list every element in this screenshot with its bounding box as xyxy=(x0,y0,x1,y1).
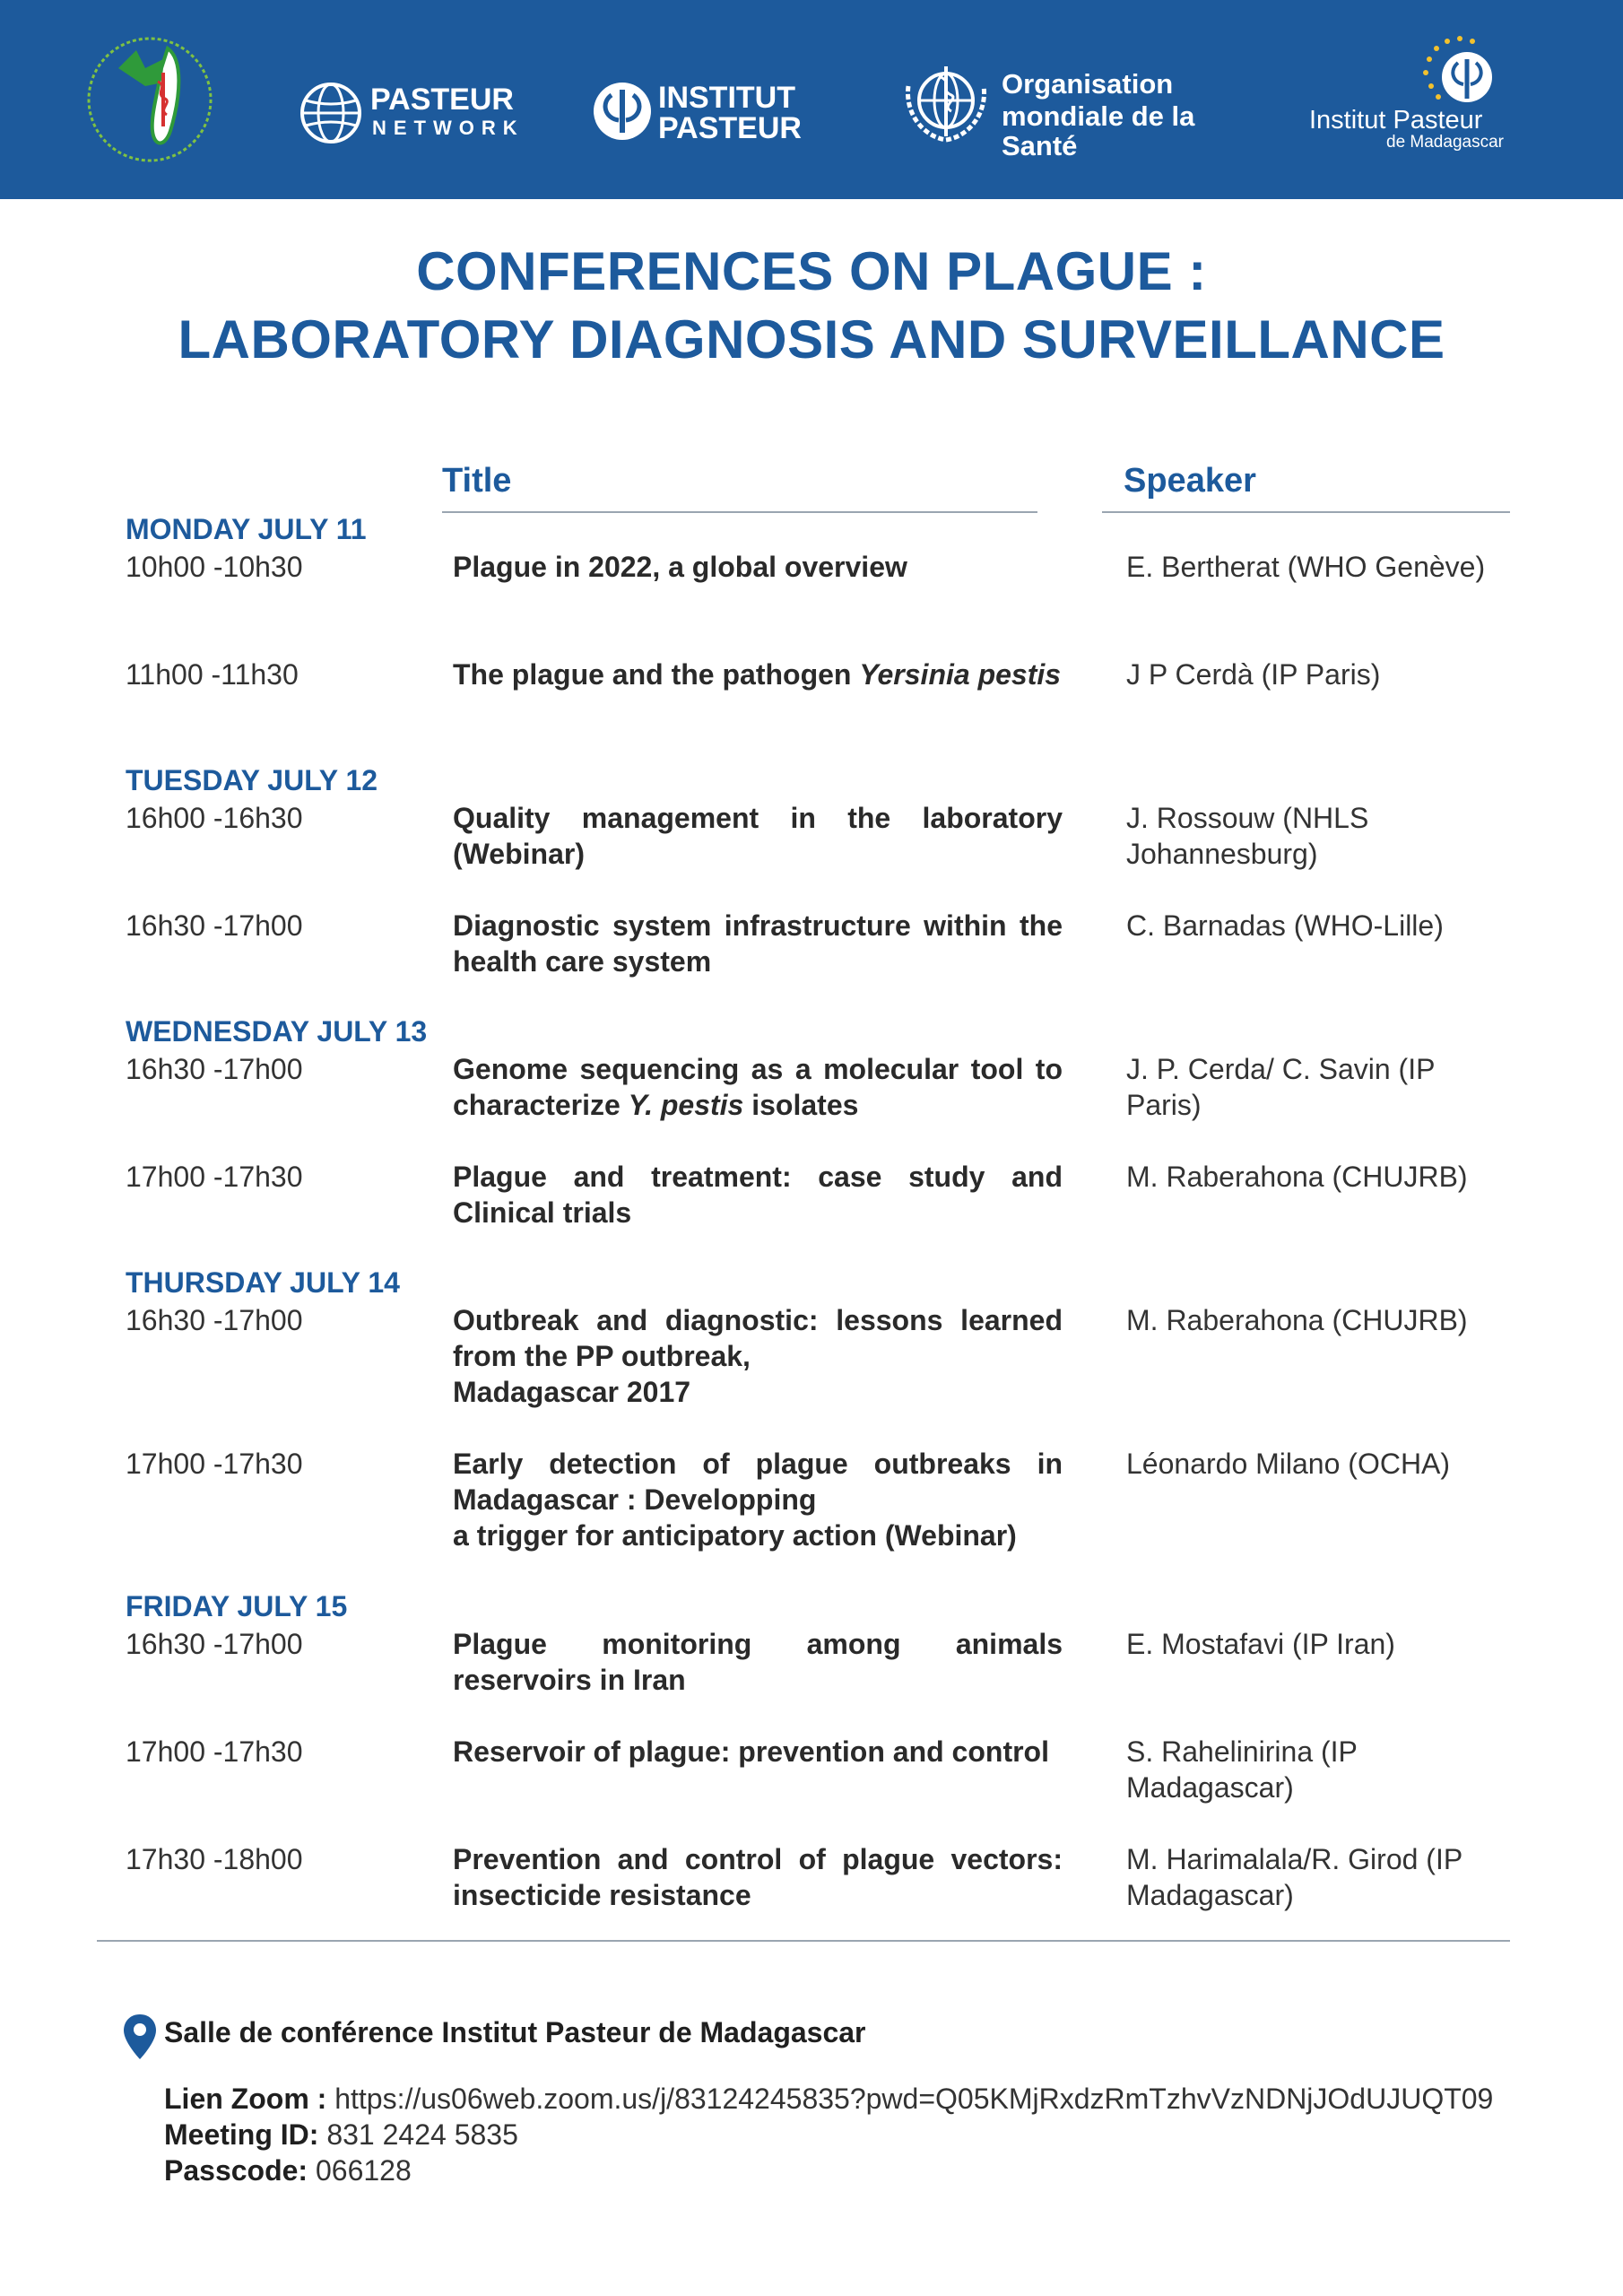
session-title: Plague monitoring among animals reservoirs in Iran xyxy=(453,1628,1063,1696)
zoom-line xyxy=(164,2083,1493,2116)
session-speaker: M. Raberahona (CHUJRB) xyxy=(1126,1304,1468,1336)
session-title: Prevention and control of plague vectors: insecticide resistance xyxy=(453,1843,1063,1911)
session-time: 17h00 -17h30 xyxy=(126,1735,303,1768)
pasteur-network-line1: PASTEUR xyxy=(370,83,514,117)
session-title: Quality management in the laboratory (Webinar) xyxy=(453,802,1063,870)
session-title-text: Genome sequencing as a molecular tool to characterize xyxy=(453,1053,1063,1121)
session-speaker: C. Barnadas (WHO-Lille) xyxy=(1126,909,1444,942)
ministry-emblem-icon xyxy=(82,32,217,167)
session-title: Diagnostic system infrastructure within the health care system xyxy=(453,909,1063,978)
zoom-link[interactable]: https://us06web.zoom.us/j/83124245835?pwd=Q05KMjRxdzRmTzhvVzNDNjJOdUJUQT09 xyxy=(334,2083,1494,2115)
meeting-id-line xyxy=(164,2118,518,2152)
day-heading-friday: FRIDAY JULY 15 xyxy=(126,1590,348,1622)
institut-pasteur-line1: INSTITUT xyxy=(658,81,795,115)
institut-pasteur-mark-icon xyxy=(592,81,653,142)
session-title-line: Early detection of plague outbreaks in Madagascar : Developping xyxy=(453,1448,1063,1516)
session-speaker: M. Harimalala/R. Girod (IP Madagascar) xyxy=(1126,1843,1462,1911)
who-line2: mondiale de la Santé xyxy=(1002,100,1195,161)
session-title xyxy=(453,657,1063,692)
ministry-logo xyxy=(82,32,217,167)
session-title: Reservoir of plague: prevention and control xyxy=(453,1735,1049,1768)
who-logo xyxy=(901,59,1251,161)
who-line1: Organisation xyxy=(1002,68,1174,100)
session-title: Plague in 2022, a global overview xyxy=(453,551,907,583)
session-title: Plague and treatment: case study and Clinical trials xyxy=(453,1161,1063,1229)
ipm-logo xyxy=(1309,32,1533,158)
column-rule-speaker xyxy=(1102,511,1510,513)
ipm-mark-icon xyxy=(1408,32,1506,113)
passcode-value: 066128 xyxy=(315,2154,412,2187)
session-title-text: isolates xyxy=(743,1089,859,1121)
meeting-id-label: Meeting ID: xyxy=(164,2118,319,2151)
column-rule-title xyxy=(442,511,1037,513)
session-time: 11h00 -11h30 xyxy=(126,658,299,691)
title-line-1: CONFERENCES ON PLAGUE : xyxy=(416,241,1207,301)
column-header-title: Title xyxy=(442,462,512,500)
session-time: 16h30 -17h00 xyxy=(126,909,303,942)
session-speaker: J. Rossouw (NHLS Johannesburg) xyxy=(1126,802,1369,870)
schedule-bottom-rule xyxy=(97,1940,1510,1942)
page-title xyxy=(0,238,1623,374)
session-time: 16h00 -16h30 xyxy=(126,802,303,834)
passcode-label: Passcode: xyxy=(164,2154,308,2187)
meeting-id-value: 831 2424 5835 xyxy=(326,2118,518,2151)
day-heading-wednesday: WEDNESDAY JULY 13 xyxy=(126,1015,428,1048)
pasteur-network-line2: NETWORK xyxy=(372,117,525,139)
session-speaker: M. Raberahona (CHUJRB) xyxy=(1126,1161,1468,1193)
session-speaker: E. Bertherat (WHO Genève) xyxy=(1126,551,1486,583)
session-speaker: Léonardo Milano (OCHA) xyxy=(1126,1448,1451,1480)
session-time: 16h30 -17h00 xyxy=(126,1628,303,1660)
zoom-label: Lien Zoom : xyxy=(164,2083,327,2115)
session-title-italic: Y. pestis xyxy=(628,1089,744,1121)
venue-label: Salle de conférence Institut Pasteur de Madagascar xyxy=(164,2016,866,2048)
session-time: 10h00 -10h30 xyxy=(126,551,303,583)
session-speaker: E. Mostafavi (IP Iran) xyxy=(1126,1628,1395,1660)
who-emblem-icon xyxy=(901,59,991,145)
session-time: 17h30 -18h00 xyxy=(126,1843,303,1875)
ipm-line2: de Madagascar xyxy=(1386,133,1504,152)
session-time: 17h00 -17h30 xyxy=(126,1161,303,1193)
header-banner xyxy=(0,0,1623,199)
session-title xyxy=(453,1302,1063,1410)
title-line-2: LABORATORY DIAGNOSIS AND SURVEILLANCE xyxy=(178,309,1445,370)
pasteur-network-logo xyxy=(299,79,532,147)
session-speaker: J P Cerdà (IP Paris) xyxy=(1126,658,1381,691)
session-title xyxy=(453,1051,1063,1123)
session-speaker: J. P. Cerda/ C. Savin (IP Paris) xyxy=(1126,1053,1435,1121)
session-title-line: Madagascar 2017 xyxy=(453,1376,691,1408)
institut-pasteur-line2: PASTEUR xyxy=(658,111,802,145)
session-time: 16h30 -17h00 xyxy=(126,1053,303,1085)
day-heading-thursday: THURSDAY JULY 14 xyxy=(126,1266,400,1299)
day-heading-tuesday: TUESDAY JULY 12 xyxy=(126,764,378,796)
location-pin-icon xyxy=(122,2013,158,2061)
session-time: 17h00 -17h30 xyxy=(126,1448,303,1480)
column-header-speaker: Speaker xyxy=(1124,462,1256,500)
day-heading-monday: MONDAY JULY 11 xyxy=(126,513,367,545)
session-time: 16h30 -17h00 xyxy=(126,1304,303,1336)
session-title-line: a trigger for anticipatory action (Webinar) xyxy=(453,1519,1017,1552)
globe-icon xyxy=(299,81,363,145)
ipm-line1: Institut Pasteur xyxy=(1309,106,1483,135)
passcode-line xyxy=(164,2154,412,2187)
institut-pasteur-logo xyxy=(592,77,816,149)
session-title-line: Outbreak and diagnostic: lessons learned from the PP outbreak, xyxy=(453,1304,1063,1372)
session-speaker: S. Rahelinirina (IP Madagascar) xyxy=(1126,1735,1358,1804)
session-title-text: The plague and the pathogen xyxy=(453,658,860,691)
session-title-italic: Yersinia pestis xyxy=(859,658,1062,691)
session-title xyxy=(453,1446,1063,1553)
